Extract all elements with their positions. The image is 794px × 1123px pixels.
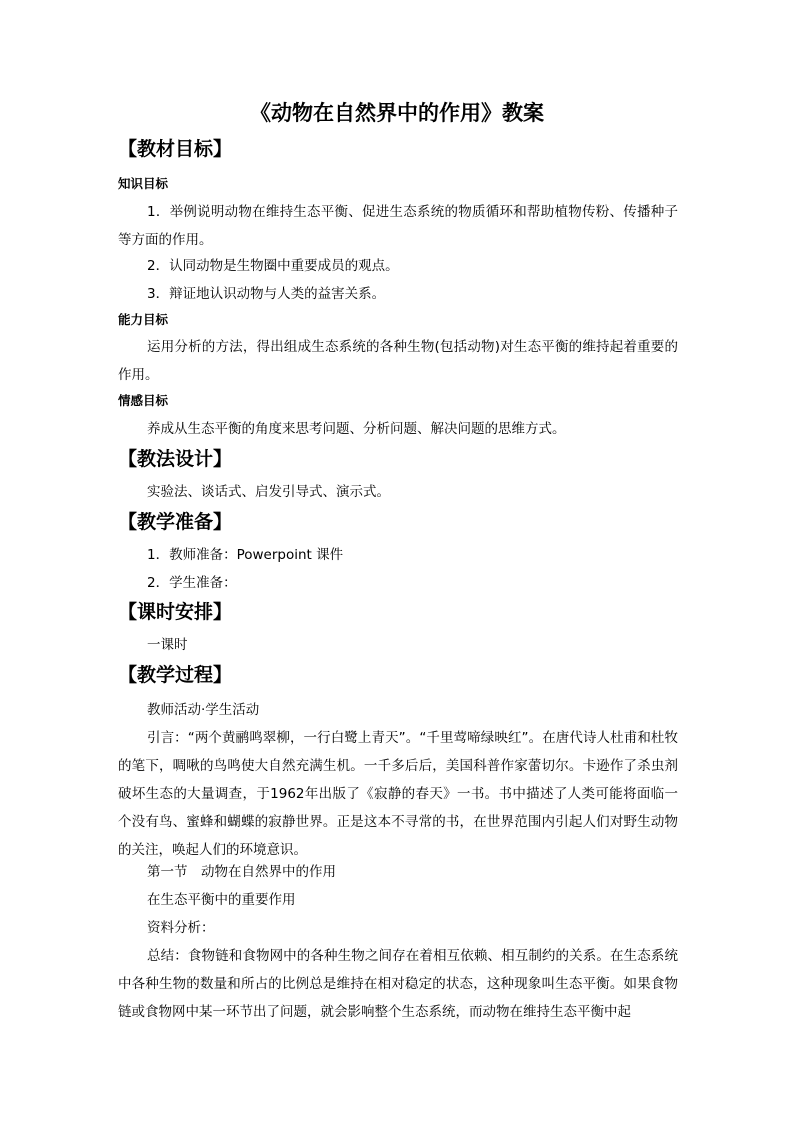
method-text: 实验法、谈话式、启发引导式、演示式。 (147, 484, 390, 500)
heading-process: 【教学过程】 (118, 664, 233, 686)
heading-preparation: 【教学准备】 (118, 511, 233, 533)
process-paragraph-material: 资料分析： (147, 920, 215, 936)
knowledge-item-3: 3．辩证地认识动物与人类的益害关系。 (147, 286, 386, 302)
preparation-item-2: 2．学生准备： (147, 575, 237, 591)
heading-method: 【教法设计】 (118, 448, 233, 470)
label-knowledge: 知识目标 (118, 176, 169, 191)
label-emotion: 情感目标 (118, 393, 169, 408)
knowledge-item-2: 2．认同动物是生物圈中重要成员的观点。 (147, 258, 399, 274)
document-title: 《动物在自然界中的作用》教案 (250, 100, 544, 125)
emotion-text: 养成从生态平衡的角度来思考问题、分析问题、解决问题的思维方式。 (147, 421, 566, 437)
knowledge-item-1: 1．举例说明动物在维持生态平衡、促进生态系统的物质循环和帮助植物传粉、传播种子等方面的作用。 (118, 204, 678, 248)
heading-schedule: 【课时安排】 (118, 601, 233, 623)
heading-objectives: 【教材目标】 (118, 138, 233, 160)
schedule-text: 一课时 (147, 637, 188, 653)
process-paragraph-intro: 引言：“两个黄鹂鸣翠柳，一行白鹭上青天”。“千里莺啼绿映红”。在唐代诗人杜甫和杜牧的笔下，啁啾的鸟鸣使大自然充满生机。一千多后后，美国科普作家蕾切尔。卡逊作了杀虫剂破坏生态的大量调查，于1962年出版了《寂静的春天》一书。书中描述了人类可能将面临一个没有鸟、蜜蜂和蝴蝶的寂静世界。正是这本不寻常的书，在世界范围内引起人们对野生动物的关注，唤起人们的环境意识。 (118, 730, 678, 858)
process-paragraph-activities: 教师活动·学生活动 (147, 702, 260, 718)
preparation-item-1: 1．教师准备：Powerpoint 课件 (147, 547, 344, 563)
process-paragraph-section-title: 第一节 动物在自然界中的作用 (147, 864, 336, 880)
process-paragraph-summary: 总结：食物链和食物网中的各种生物之间存在着相互依赖、相互制约的关系。在生态系统中各种生物的数量和所占的比例总是维持在相对稳定的状态，这种现象叫生态平衡。如果食物链或食物网中某一环节出了问题，就会影响整个生态系统，而动物在维持生态平衡中起 (118, 948, 678, 1020)
process-paragraph-subtitle: 在生态平衡中的重要作用 (147, 892, 296, 908)
ability-text: 运用分析的方法，得出组成生态系统的各种生物(包括动物)对生态平衡的维持起着重要的作用。 (118, 339, 678, 383)
label-ability: 能力目标 (118, 312, 169, 327)
